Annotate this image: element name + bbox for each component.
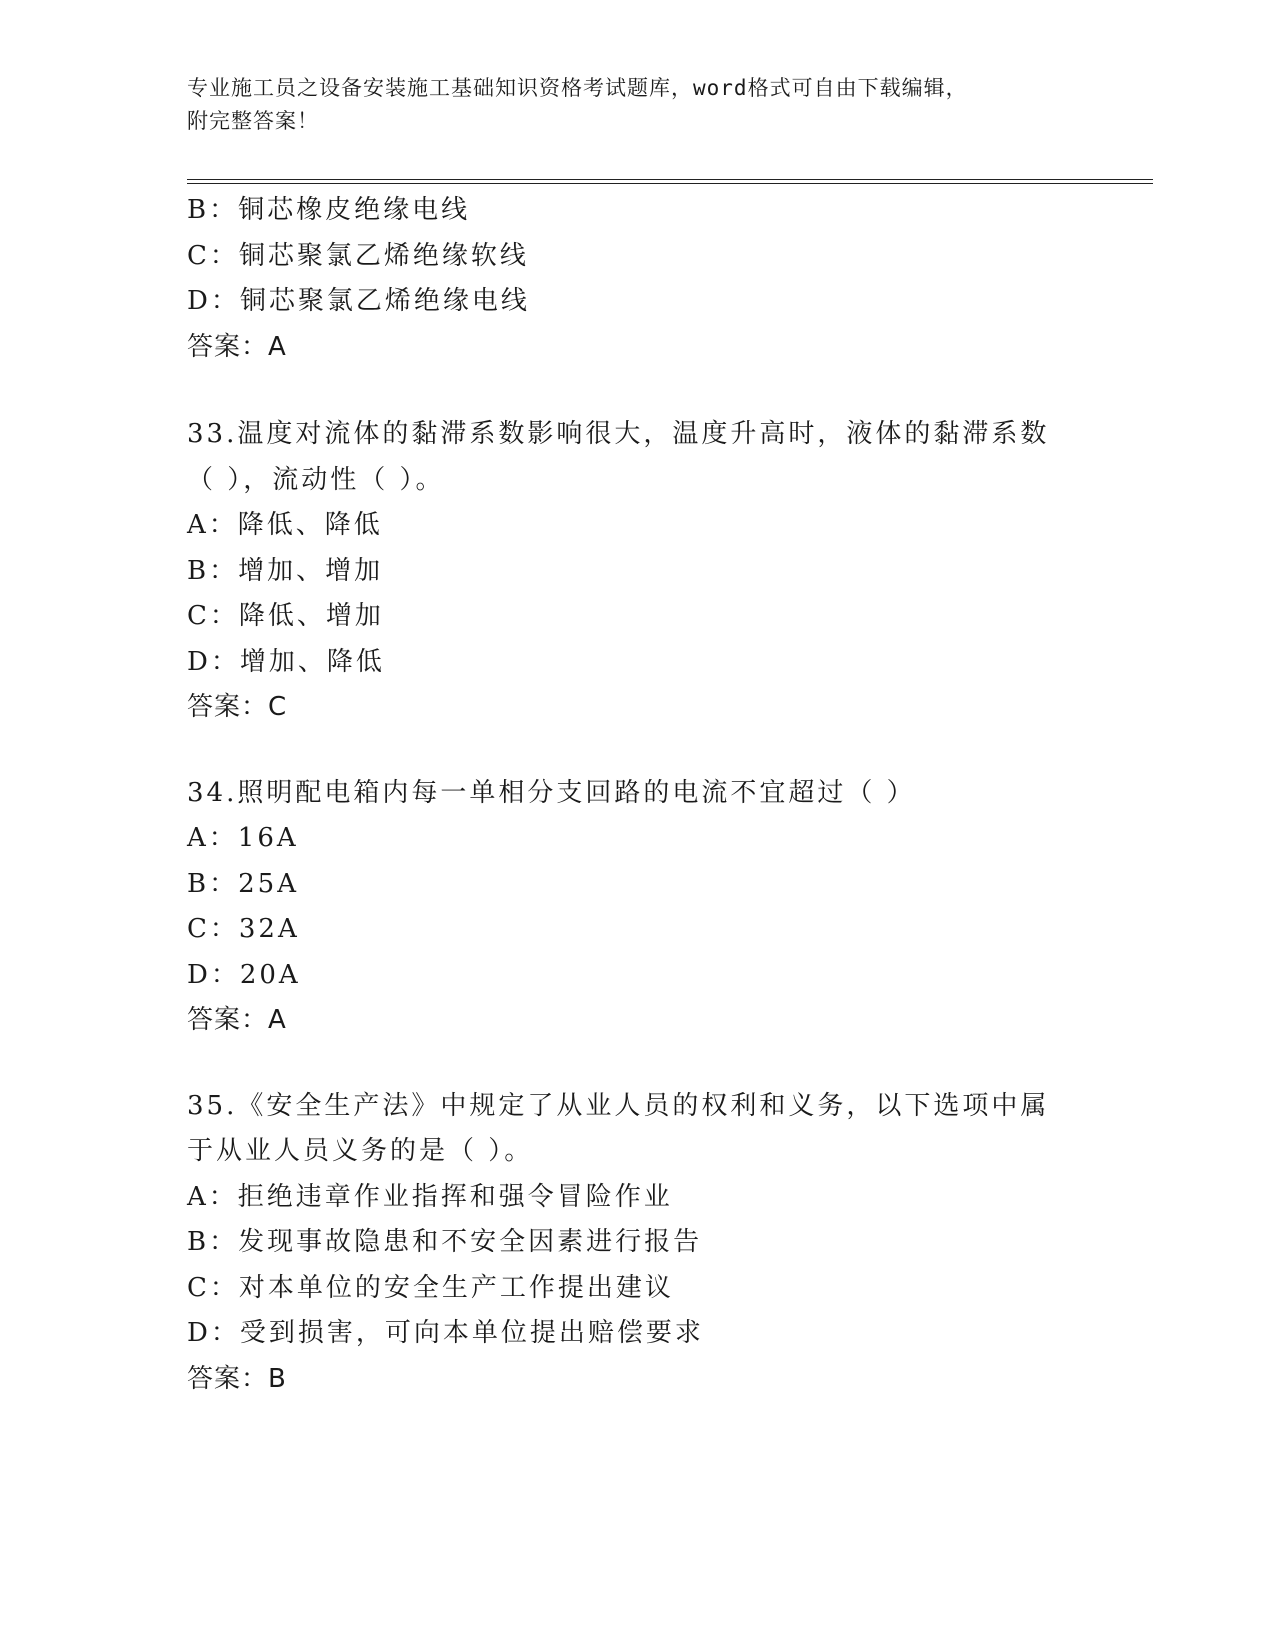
question-32-continuation	[187, 188, 1087, 370]
header-line-2: 附完整答案！	[187, 109, 319, 133]
option-d: D：受到损害，可向本单位提出赔偿要求	[187, 1318, 704, 1348]
question-gap	[187, 1044, 1087, 1084]
option-c: C：降低、增加	[187, 601, 384, 631]
answer-label: 答案：A	[187, 331, 287, 362]
option-b: B：发现事故隐患和不安全因素进行报告	[187, 1227, 703, 1257]
header-line-1: 专业施工员之设备安装施工基础知识资格考试题库，word格式可自由下载编辑，	[187, 76, 968, 100]
option-b: B：增加、增加	[187, 555, 384, 586]
question-gap	[187, 731, 1087, 771]
option-d: D：增加、降低	[187, 646, 385, 677]
question-33	[187, 412, 1087, 731]
question-stem: 35.《安全生产法》中规定了从业人员的权利和义务，以下选项中属于从业人员义务的是（ ）。	[187, 1090, 1050, 1166]
header-divider-bottom	[187, 183, 1153, 184]
answer-label: 答案：A	[187, 1005, 287, 1035]
option-a: A：降低、降低	[187, 510, 383, 540]
question-gap	[187, 370, 1087, 412]
question-stem: 33.温度对流体的黏滞系数影响很大，温度升高时，液体的黏滞系数（ ），流动性（ ）。	[187, 419, 1050, 495]
option-a: A：16A	[187, 823, 299, 853]
question-list	[187, 188, 1087, 1402]
option-c: C：32A	[187, 914, 300, 944]
option-c: C：对本单位的安全生产工作提出建议	[187, 1272, 674, 1303]
answer-label: 答案：C	[187, 692, 288, 722]
question-35	[187, 1084, 1087, 1403]
option-d: D：铜芯聚氯乙烯绝缘电线	[187, 286, 530, 316]
option-b: B：25A	[187, 868, 299, 899]
answer-label: 答案：B	[187, 1363, 287, 1394]
option-d: D：20A	[187, 959, 301, 990]
header-divider-top	[187, 179, 1153, 180]
question-stem: 34.照明配电箱内每一单相分支回路的电流不宜超过（ ）	[187, 777, 916, 808]
option-c: C：铜芯聚氯乙烯绝缘软线	[187, 240, 529, 271]
option-a: A：拒绝违章作业指挥和强令冒险作业	[187, 1181, 673, 1212]
option-b: B：铜芯橡皮绝缘电线	[187, 195, 471, 225]
document-header	[187, 72, 1087, 138]
question-34	[187, 771, 1087, 1044]
